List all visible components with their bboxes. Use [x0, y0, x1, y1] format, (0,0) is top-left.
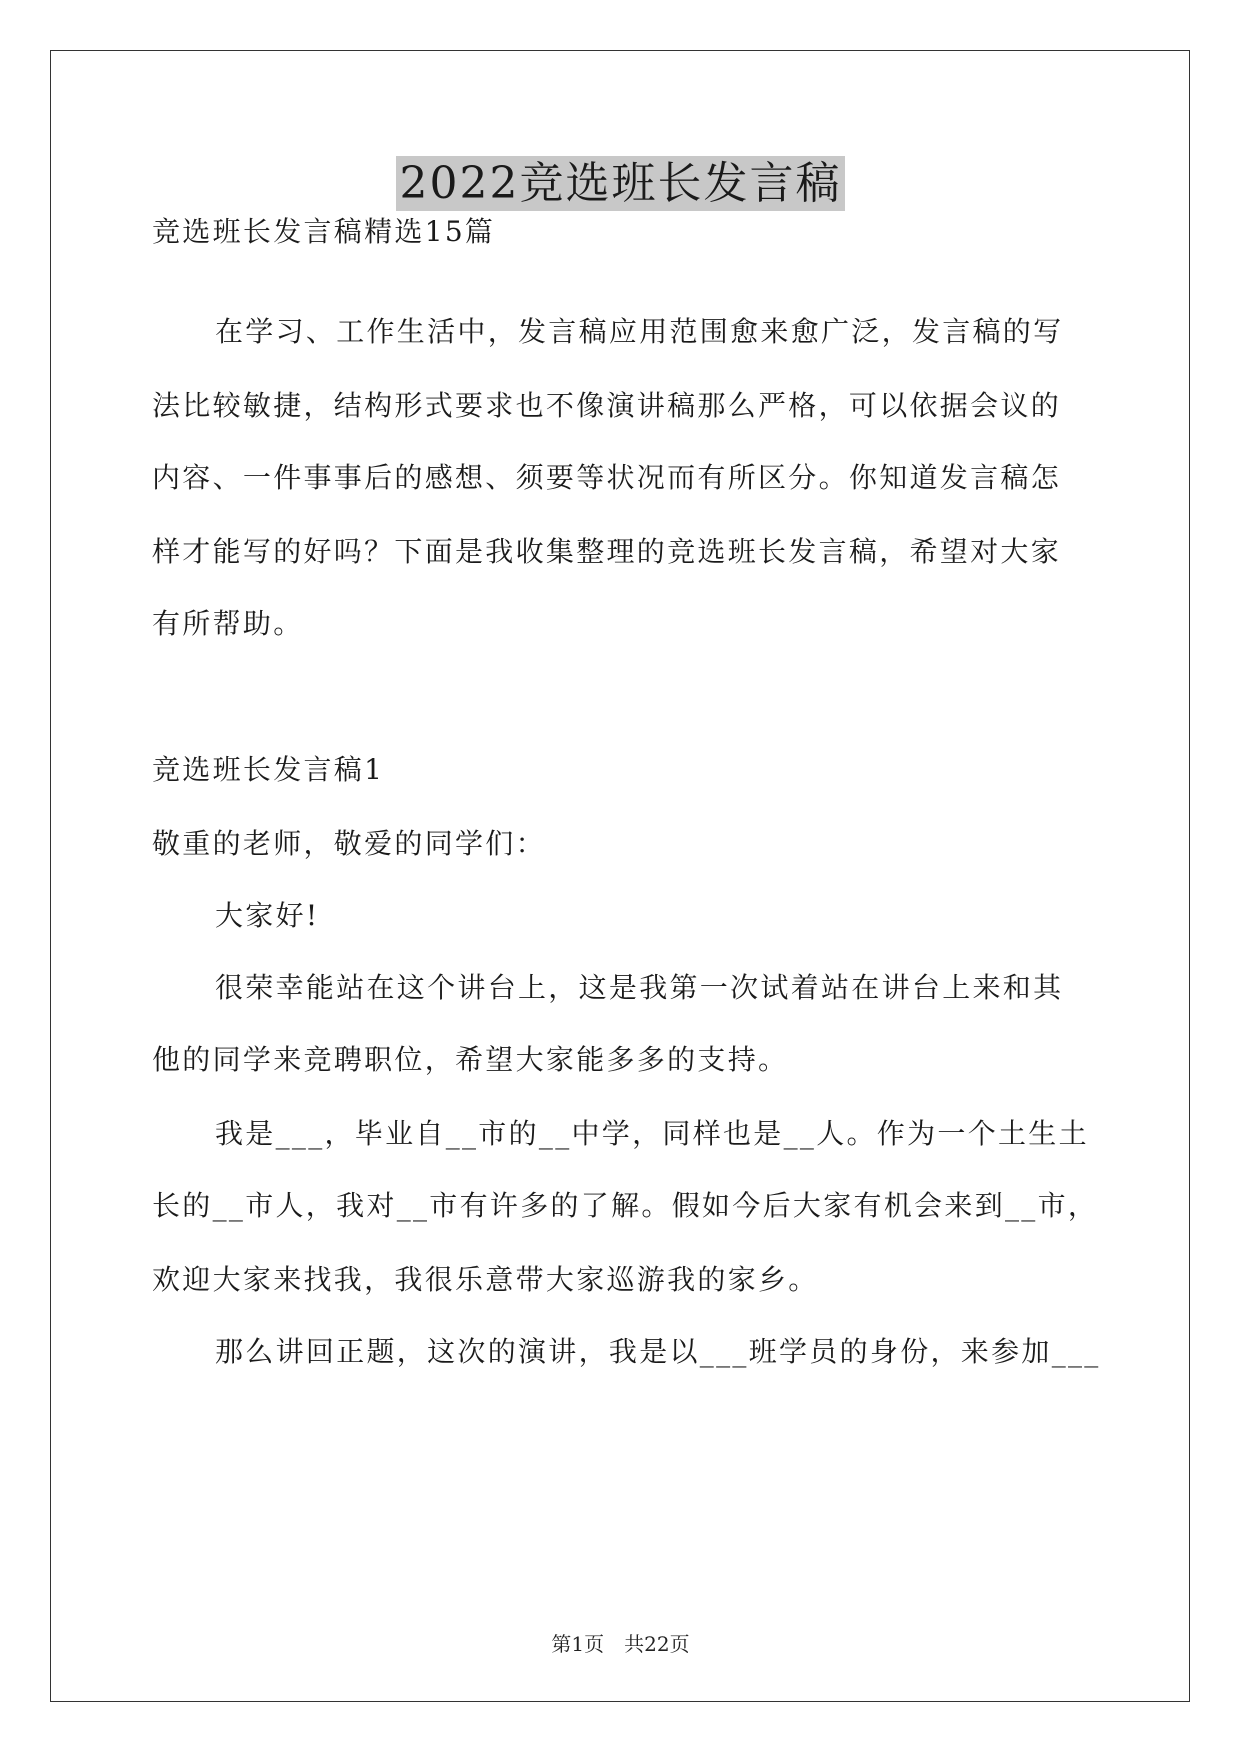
- document-subtitle: 竞选班长发言稿精选15篇: [152, 215, 496, 248]
- body-line: 我是___，毕业自__市的__中学，同样也是__人。作为一个土生土: [215, 1117, 1089, 1150]
- intro-line: 内容、一件事事后的感想、须要等状况而有所区分。你知道发言稿怎: [152, 461, 1062, 494]
- body-line: 长的__市人，我对__市有许多的了解。假如今后大家有机会来到__市，: [152, 1189, 1099, 1222]
- body-line: 很荣幸能站在这个讲台上，这是我第一次试着站在讲台上来和其: [215, 971, 1064, 1004]
- page-border: [50, 50, 1190, 1702]
- body-line: 他的同学来竞聘职位，希望大家能多多的支持。: [152, 1043, 789, 1076]
- body-line: 那么讲回正题，这次的演讲，我是以___班学员的身份，来参加___: [215, 1335, 1101, 1368]
- section-heading: 竞选班长发言稿1: [152, 753, 385, 786]
- intro-line: 有所帮助。: [152, 607, 304, 640]
- intro-line: 法比较敏捷，结构形式要求也不像演讲稿那么严格，可以依据会议的: [152, 389, 1062, 422]
- salutation: 敬重的老师，敬爱的同学们：: [152, 827, 546, 860]
- intro-line: 样才能写的好吗？下面是我收集整理的竞选班长发言稿，希望对大家: [152, 535, 1062, 568]
- greeting: 大家好!: [215, 899, 320, 932]
- document-title: 2022竞选班长发言稿: [0, 155, 1241, 213]
- body-line: 欢迎大家来找我，我很乐意带大家巡游我的家乡。: [152, 1263, 819, 1296]
- intro-line: 在学习、工作生活中，发言稿应用范围愈来愈广泛，发言稿的写: [215, 315, 1064, 348]
- page-number-footer: 第1页 共22页: [551, 1632, 690, 1656]
